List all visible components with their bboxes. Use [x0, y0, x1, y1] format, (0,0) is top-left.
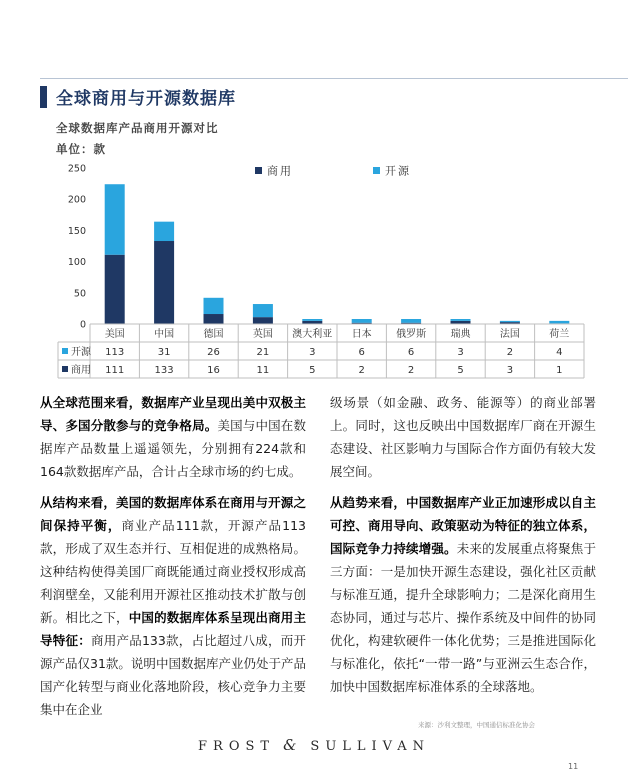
- category-label: 荷兰: [549, 329, 570, 340]
- logo-frost: FROST: [198, 739, 276, 754]
- title-accent-bar: [40, 86, 47, 108]
- bar-open-source: [451, 319, 471, 321]
- table-value: 6: [358, 347, 365, 358]
- table-value: 4: [556, 347, 563, 358]
- table-row-label: 开源: [71, 347, 91, 358]
- table-value: 31: [157, 347, 171, 358]
- paragraph-structure: [40, 491, 306, 721]
- table-value: 5: [457, 365, 464, 376]
- right-column: [330, 391, 596, 706]
- logo-ampersand: &: [283, 736, 297, 754]
- table-value: 26: [207, 347, 220, 358]
- logo-sullivan: SULLIVAN: [310, 739, 430, 754]
- category-label: 法国: [499, 329, 520, 340]
- paragraph-global-lead: 从全球范围来看，数据库产业呈现出美中双极主导、多国分散参与的竞争格局。: [40, 395, 306, 433]
- paragraph-global: [40, 391, 306, 483]
- top-rule: [40, 78, 628, 79]
- paragraph-global-body: 美国与中国在数据库产品数量上遥遥领先，分别拥有224款和164款数据库产品，合计占全球市场的约七成。: [40, 418, 306, 479]
- frost-sullivan-logo: [0, 736, 628, 754]
- y-tick-label: 150: [67, 225, 86, 237]
- category-label: 日本: [351, 329, 372, 340]
- bar-open-source: [352, 319, 372, 323]
- y-tick-label: 100: [67, 257, 86, 269]
- category-label: 德国: [203, 329, 224, 340]
- table-value: 6: [407, 347, 415, 358]
- table-value: 21: [256, 347, 270, 358]
- stacked-bar-chart: [40, 158, 588, 384]
- paragraph-structure-lead: 从结构来看，美国的数据库体系在商用与开源之间保持平衡，: [40, 495, 306, 533]
- table-value: 113: [105, 347, 125, 358]
- y-tick-label: 50: [73, 288, 86, 300]
- legend-label: 开源: [385, 164, 411, 178]
- table-row-label: 商用: [71, 365, 91, 376]
- y-tick-label: 0: [79, 319, 86, 331]
- left-column: [40, 391, 306, 729]
- y-tick-label: 250: [67, 163, 86, 175]
- category-label: 俄罗斯: [396, 329, 427, 340]
- table-value: 11: [256, 365, 270, 376]
- table-legend-key: [62, 366, 68, 372]
- table-value: 2: [407, 365, 415, 376]
- table-value: 2: [506, 347, 514, 358]
- page-title: 全球商用与开源数据库: [56, 89, 236, 109]
- paragraph-trend-lead: 从趋势来看，中国数据库产业正加速形成以自主可控、商用导向、政策驱动为特征的独立体系，国际竞争力持续增强。: [330, 495, 596, 556]
- paragraph-structure-body: 商业产品111款，开源产品113款，形成了双生态并行、互相促进的成熟格局。这种结构使得美国厂商既能通过商业授权形成高利润壁垒，又能利用开源社区推动技术扩散与创新。相比之下，: [40, 518, 306, 625]
- table-legend-key: [62, 348, 68, 354]
- table-value: 3: [457, 347, 464, 358]
- chart-title: 全球数据库产品商用开源对比: [56, 121, 219, 135]
- legend-key: [255, 167, 262, 174]
- category-label: 英国: [252, 329, 273, 340]
- category-label: 中国: [154, 329, 175, 340]
- paragraph-continuation-body: 级场景（如金融、政务、能源等）的商业部署上。同时，这也反映出中国数据库厂商在开源生态建设、社区影响力与国际合作方面仍有较大发展空间。: [330, 395, 596, 479]
- chart-unit: 单位：款: [56, 142, 106, 156]
- bar-open-source: [154, 222, 174, 241]
- legend-label: 商用: [267, 164, 293, 178]
- paragraph-continuation: [330, 391, 596, 483]
- bar-commercial: [154, 241, 174, 324]
- table-value: 5: [309, 365, 316, 376]
- bar-commercial: [105, 255, 125, 324]
- bar-commercial: [253, 317, 273, 324]
- bar-open-source: [549, 321, 569, 323]
- bar-open-source: [302, 319, 322, 321]
- table-value: 3: [506, 365, 514, 376]
- table-value: 111: [105, 365, 125, 376]
- paragraph-trend: [330, 491, 596, 698]
- bar-commercial: [204, 314, 224, 324]
- paragraph-trend-body: 未来的发展重点将聚焦于三方面：一是加快开源生态建设，强化社区贡献与标准互通，提升全球影响力；二是深化商用生态协同，通过与芯片、操作系统及中间件的协同优化，构建软硬件一体化优势；三是推进国际化与标准化，依托“一带一路”与亚洲云生态合作，加快中国数据库标准体系的全球落地。: [330, 541, 596, 694]
- category-label: 瑞典: [450, 329, 471, 340]
- bar-open-source: [253, 304, 273, 317]
- table-value: 2: [358, 365, 365, 376]
- category-label: 美国: [104, 329, 125, 340]
- legend-key: [373, 167, 380, 174]
- paragraph-structure-lead-2: 中国的数据库体系呈现出商用主导特征：: [40, 610, 306, 648]
- bar-open-source: [204, 298, 224, 314]
- table-value: 16: [207, 365, 220, 376]
- table-value: 133: [154, 365, 174, 376]
- source-note: 来源：沙利文整理，中国通信标准化协会: [418, 721, 535, 729]
- category-label: 澳大利亚: [292, 329, 333, 340]
- bar-open-source: [401, 319, 421, 323]
- table-value: 3: [309, 347, 316, 358]
- bar-open-source: [500, 321, 520, 322]
- page-number: 11: [568, 762, 579, 771]
- table-value: 1: [556, 365, 563, 376]
- paragraph-structure-body-2: 商用产品133款，占比超过八成，而开源产品仅31款。说明中国数据库产业仍处于产品国产化转型与商业化落地阶段，核心竞争力主要集中在企业: [40, 633, 306, 717]
- y-tick-label: 200: [67, 194, 86, 206]
- bar-open-source: [105, 184, 125, 255]
